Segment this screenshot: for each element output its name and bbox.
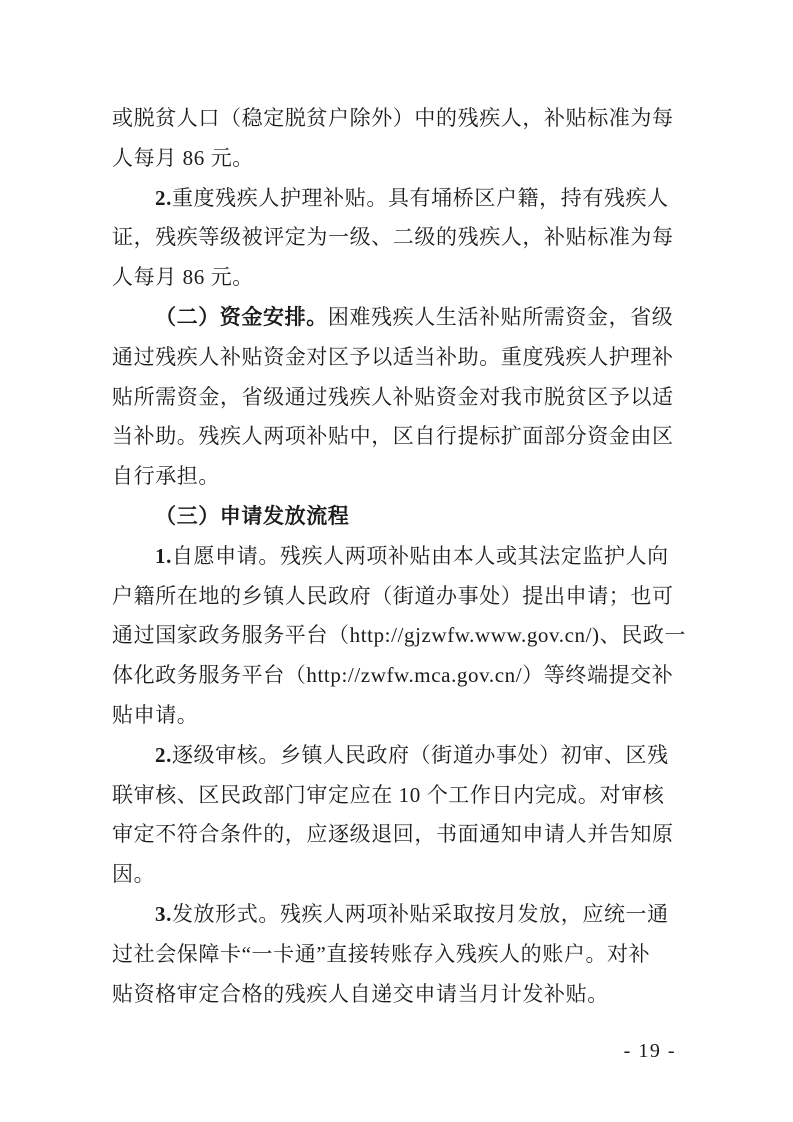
text-segment: 人每月 86 元。 bbox=[112, 145, 254, 170]
text-line bbox=[112, 338, 676, 378]
text-segment: 贴所需资金，省级通过残疾人补贴资金对我市脱贫区予以适 bbox=[112, 384, 674, 409]
text-line bbox=[112, 258, 676, 298]
text-line bbox=[112, 696, 676, 736]
text-segment: 贴申请。 bbox=[112, 702, 199, 727]
text-line bbox=[112, 99, 676, 139]
text-line bbox=[112, 378, 676, 418]
text-segment: 重度残疾人护理补贴。具有埇桥区户籍，持有残疾人 bbox=[171, 185, 669, 210]
text-segment: 自愿申请。残疾人两项补贴由本人或其法定监护人向 bbox=[171, 543, 669, 568]
text-segment: 贴资格审定合格的残疾人自递交申请当月计发补贴。 bbox=[112, 981, 609, 1006]
text-segment: 自行承担。 bbox=[112, 464, 220, 489]
text-line bbox=[112, 855, 676, 895]
text-line bbox=[112, 656, 676, 696]
text-segment: 困难残疾人生活补贴所需资金，省级 bbox=[327, 304, 674, 329]
text-line bbox=[112, 179, 676, 219]
text-segment: 当补助。残疾人两项补贴中，区自行提标扩面部分资金由区 bbox=[112, 424, 674, 449]
text-segment: 人每月 86 元。 bbox=[112, 265, 254, 290]
heading-segment: （三）申请发放流程 bbox=[155, 503, 350, 528]
text-segment: 联审核、区民政部门审定应在 10 个工作日内完成。对审核 bbox=[112, 782, 665, 807]
text-line bbox=[112, 616, 687, 656]
text-segment: 通过残疾人补贴资金对区予以适当补助。重度残疾人护理补 bbox=[112, 344, 674, 369]
text-line bbox=[112, 776, 676, 816]
text-segment: 发放形式。残疾人两项补贴采取按月发放，应统一通 bbox=[171, 901, 669, 926]
heading-segment: （二）资金安排。 bbox=[155, 304, 328, 329]
text-line bbox=[112, 935, 676, 975]
heading-segment: 1. bbox=[155, 543, 172, 568]
text-segment: 审定不符合条件的，应逐级退回，书面通知申请人并告知原 bbox=[112, 822, 674, 847]
text-segment: 体化政务服务平台（http://zwfw.mca.gov.cn/）等终端提交补 bbox=[112, 663, 674, 688]
text-line bbox=[112, 298, 676, 338]
heading-segment: 2. bbox=[155, 185, 172, 210]
text-line bbox=[112, 577, 676, 617]
text-line bbox=[112, 139, 676, 179]
text-line bbox=[112, 497, 676, 537]
text-line bbox=[112, 417, 676, 457]
text-line bbox=[112, 895, 676, 935]
document-body bbox=[112, 99, 687, 1014]
text-line bbox=[112, 975, 676, 1015]
text-segment: 通过国家政务服务平台（http://gjzwfw.www.gov.cn/)、民政一 bbox=[112, 623, 687, 648]
text-segment: 证，残疾等级被评定为一级、二级的残疾人，补贴标准为每 bbox=[112, 225, 674, 250]
text-segment: 户籍所在地的乡镇人民政府（街道办事处）提出申请；也可 bbox=[112, 583, 674, 608]
text-line bbox=[112, 815, 676, 855]
text-segment: 或脱贫人口（稳定脱贫户除外）中的残疾人，补贴标准为每 bbox=[112, 106, 674, 130]
heading-segment: 2. bbox=[155, 742, 172, 767]
text-line bbox=[112, 537, 676, 577]
text-line bbox=[112, 457, 676, 497]
text-line bbox=[112, 736, 676, 776]
text-segment: 过社会保障卡“一卡通”直接转账存入残疾人的账户。对补 bbox=[112, 941, 651, 966]
page-number: - 19 - bbox=[623, 1040, 676, 1062]
text-line bbox=[112, 218, 676, 258]
text-segment: 因。 bbox=[112, 862, 156, 887]
heading-segment: 3. bbox=[155, 901, 172, 926]
text-segment: 逐级审核。乡镇人民政府（街道办事处）初审、区残 bbox=[171, 742, 669, 767]
